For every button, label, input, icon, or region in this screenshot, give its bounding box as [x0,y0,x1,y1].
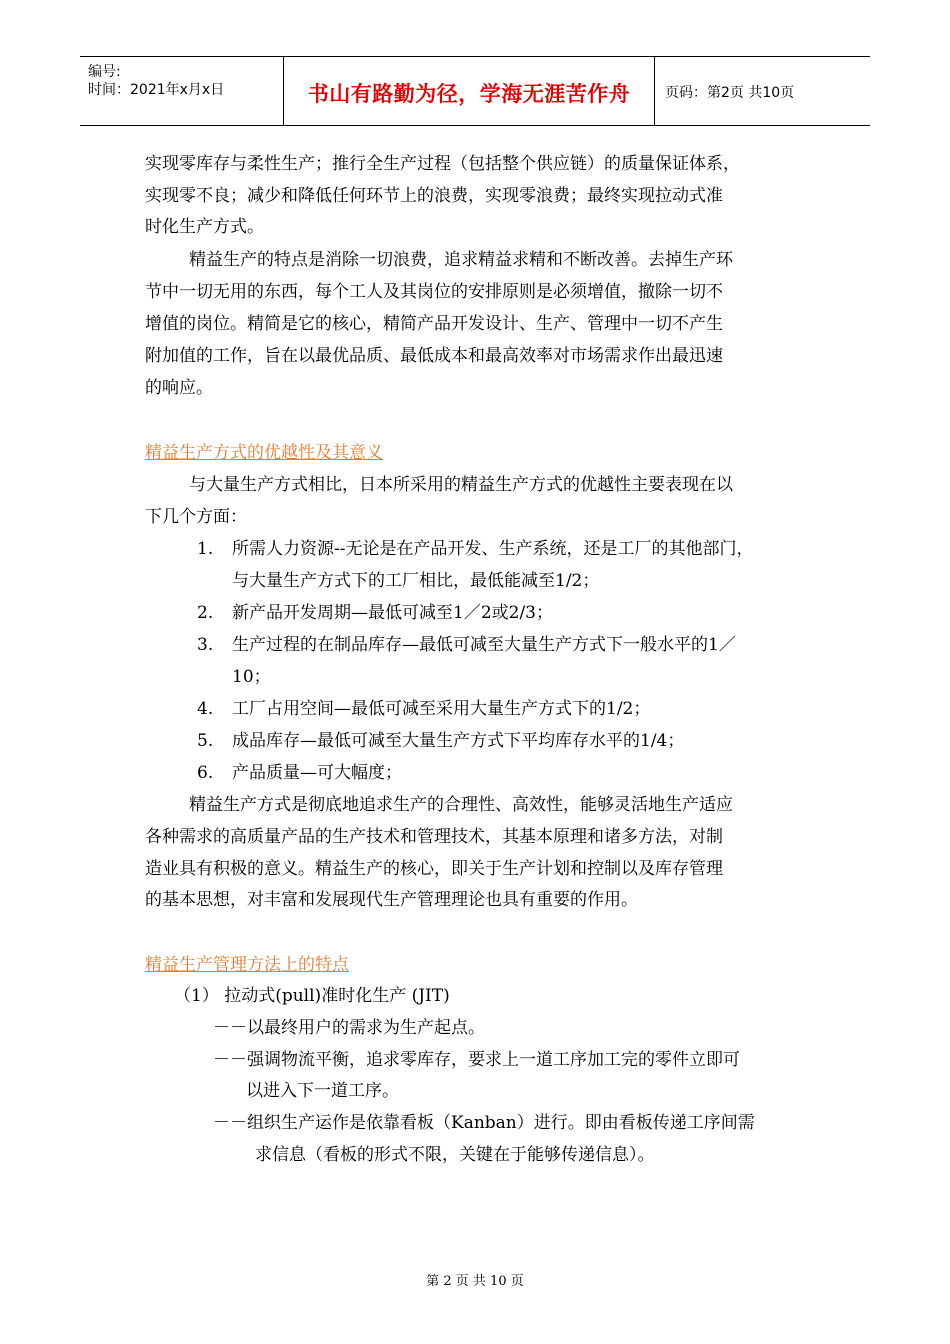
header-motto-cell [284,57,655,125]
document-header [80,56,870,126]
dash-item: －－组织生产运作是依靠看板（Kanban）进行。即由看板传递工序间需 [213,1113,755,1133]
header-page-cell [655,57,870,125]
list-item-text: 产品质量—可大幅度； [232,763,402,783]
list-item-text: 所需人力资源--无论是在产品开发、生产系统，还是工厂的其他部门， [232,539,754,559]
doc-date-label: 时间：2021年x月x日 [88,82,225,98]
paragraph-line: 增值的岗位。精简是它的核心，精简产品开发设计、生产、管理中一切不产生 [145,314,723,334]
dash-item: －－以最终用户的需求为生产起点。 [213,1018,485,1038]
list-number: 6. [197,763,214,783]
list-item-text: 工厂占用空间—最低可减至采用大量生产方式下的1/2； [232,699,651,719]
paragraph-line: 的基本思想，对丰富和发展现代生产管理理论也具有重要的作用。 [145,890,638,910]
dash-item: 求信息（看板的形式不限，关键在于能够传递信息）。 [255,1145,655,1165]
list-item-text: 10； [232,667,271,687]
paragraph-line: 与大量生产方式相比，日本所采用的精益生产方式的优越性主要表现在以 [189,475,733,495]
paragraph-line: 精益生产方式是彻底地追求生产的合理性、高效性，能够灵活地生产适应 [189,795,733,815]
list-item-text: 生产过程的在制品库存—最低可减至大量生产方式下一般水平的1／ [232,635,736,655]
dash-item: 以进入下一道工序。 [246,1081,399,1101]
list-number: 5. [197,731,214,751]
paragraph-line: 实现零不良；减少和降低任何环节上的浪费，实现零浪费；最终实现拉动式准 [145,186,723,206]
list-number: 4. [197,699,214,719]
paragraph-line: 实现零库存与柔性生产；推行全生产过程（包括整个供应链）的质量保证体系， [145,154,740,174]
header-motto: 书山有路勤为径，学海无涯苦作舟 [307,82,631,106]
list-number: 2. [197,603,214,623]
list-item-text: 与大量生产方式下的工厂相比，最低能减至1/2； [232,571,600,591]
section-heading: 精益生产方式的优越性及其意义 [145,443,383,463]
paragraph-line: 造业具有积极的意义。精益生产的核心，即关于生产计划和控制以及库存管理 [145,859,723,879]
header-meta-cell [80,57,284,125]
list-number: 1. [197,539,214,559]
doc-number-label: 编号: [88,64,121,80]
paragraph-line: 精益生产的特点是消除一切浪费，追求精益求精和不断改善。去掉生产环 [189,250,733,270]
subsection-title: （1） 拉动式(pull)准时化生产 (JIT) [174,986,450,1006]
list-number: 3. [197,635,214,655]
dash-item: －－强调物流平衡，追求零库存，要求上一道工序加工完的零件立即可 [213,1050,740,1070]
section-heading: 精益生产管理方法上的特点 [145,955,349,975]
paragraph-line: 附加值的工作，旨在以最优品质、最低成本和最高效率对市场需求作出最迅速 [145,346,723,366]
list-item-text: 成品库存—最低可减至大量生产方式下平均库存水平的1/4； [232,731,685,751]
paragraph-line: 节中一切无用的东西，每个工人及其岗位的安排原则是必须增值，撤除一切不 [145,282,723,302]
paragraph-line: 下几个方面： [145,507,247,527]
list-item-text: 新产品开发周期—最低可减至1／2或2/3； [232,603,553,623]
paragraph-line: 的响应。 [145,378,213,398]
page-footer: 第 2 页 共 10 页 [426,1274,524,1289]
paragraph-line: 时化生产方式。 [145,217,264,237]
paragraph-line: 各种需求的高质量产品的生产技术和管理技术，其基本原理和诸多方法，对制 [145,827,723,847]
header-page-number: 页码：第2页 共10页 [665,85,795,101]
